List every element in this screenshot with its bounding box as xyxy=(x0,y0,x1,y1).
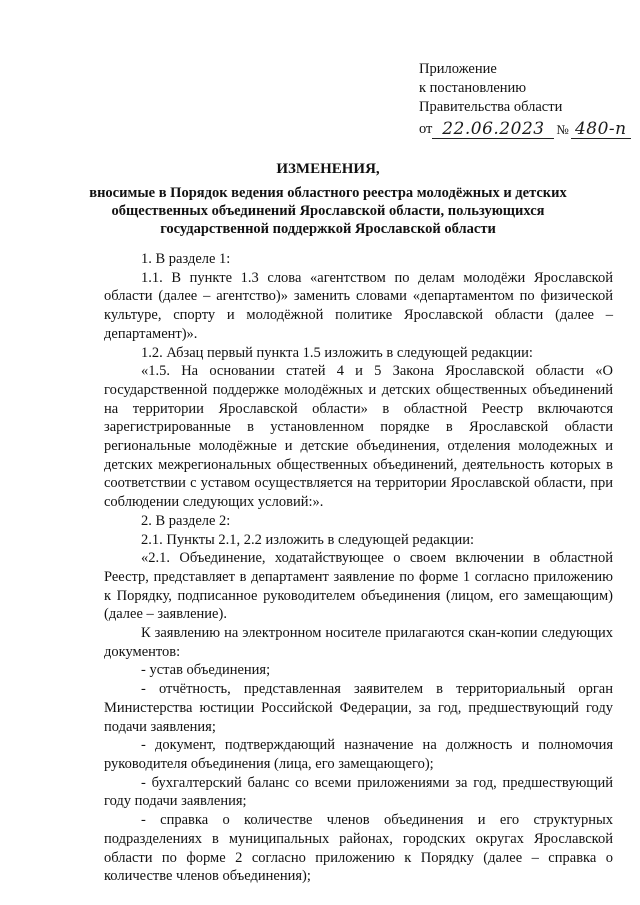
document-title xyxy=(78,160,578,238)
document-body xyxy=(104,250,613,886)
paragraph: - устав объединения; xyxy=(141,662,271,679)
paragraph: «1.5. На основании статей 4 и 5 Закона Ярославской области «О государственной поддержке молодёжных и детских общественных объединений на территории Ярославской области» в областной Реестр включаются зарегистрированные в установленном порядке в Ярославской области региональные молодёжные и детские объединения, отделения молодежных и детских межрегиональных общественных объединений, деятельность которых в соответствии с уставом осуществляется на территории Ярославской области, при соблюдении следующих условий:». xyxy=(104,363,613,511)
title-line-1: вносимые в Порядок ведения областного реестра молодёжных и детских xyxy=(89,185,567,201)
appendix-line-2: к постановлению xyxy=(419,80,527,96)
paragraph: 1. В разделе 1: xyxy=(141,251,231,267)
title-line-3: государственной поддержкой Ярославской области xyxy=(160,221,496,237)
paragraph: - отчётность, представленная заявителем в территориальный орган Министерства юстиции Российской Федерации, за год, предшествующий году подачи заявления; xyxy=(104,681,613,735)
paragraph: К заявлению на электронном носителе прилагаются скан-копии следующих документов: xyxy=(104,625,613,660)
paragraph: «2.1. Объединение, ходатайствующее о своем включении в областной Реестр, представляет в департамент заявление по форме 1 согласно приложению к Порядку, подписанное руководителем объединения (лицом, его замещающим) (далее – заявление). xyxy=(104,550,613,623)
from-label: от xyxy=(419,121,433,137)
title-line-2: общественных объединений Ярославской области, пользующихся xyxy=(111,203,545,219)
paragraph: 2.1. Пункты 2.1, 2.2 изложить в следующей редакции: xyxy=(141,531,474,548)
handwritten-date: 22.06.2023 xyxy=(432,121,554,139)
paragraph: 1.2. Абзац первый пункта 1.5 изложить в следующей редакции: xyxy=(141,344,533,361)
paragraph: - документ, подтверждающий назначение на должность и полномочия руководителя объединения (лица, его замещающего); xyxy=(104,737,613,772)
appendix-line-1: Приложение xyxy=(419,61,497,77)
paragraph: 1.1. В пункте 1.3 слова «агентством по делам молодёжи Ярославской области (далее – агентство)» заменить словами «департаментом по физической культуре, спорту и молодёжной политике Ярославской области (далее – департамент)». xyxy=(104,269,613,342)
appendix-line-3: Правительства области xyxy=(419,99,563,115)
appendix-header xyxy=(419,60,627,139)
paragraph: - бухгалтерский баланс со всеми приложениями за год, предшествующий году подачи заявления; xyxy=(104,774,613,810)
number-sign: № xyxy=(556,122,569,137)
appendix-date-number-line xyxy=(419,117,627,139)
title-main: ИЗМЕНЕНИЯ, xyxy=(276,161,380,177)
handwritten-number: 480-п xyxy=(571,121,631,139)
paragraph: 2. В разделе 2: xyxy=(141,512,231,529)
paragraph: - справка о количестве членов объединения и его структурных подразделениях в муниципальных районах, городских округах Ярославской области по форме 2 согласно приложению к Порядку (далее – справка о количестве членов объединения); xyxy=(104,812,613,885)
